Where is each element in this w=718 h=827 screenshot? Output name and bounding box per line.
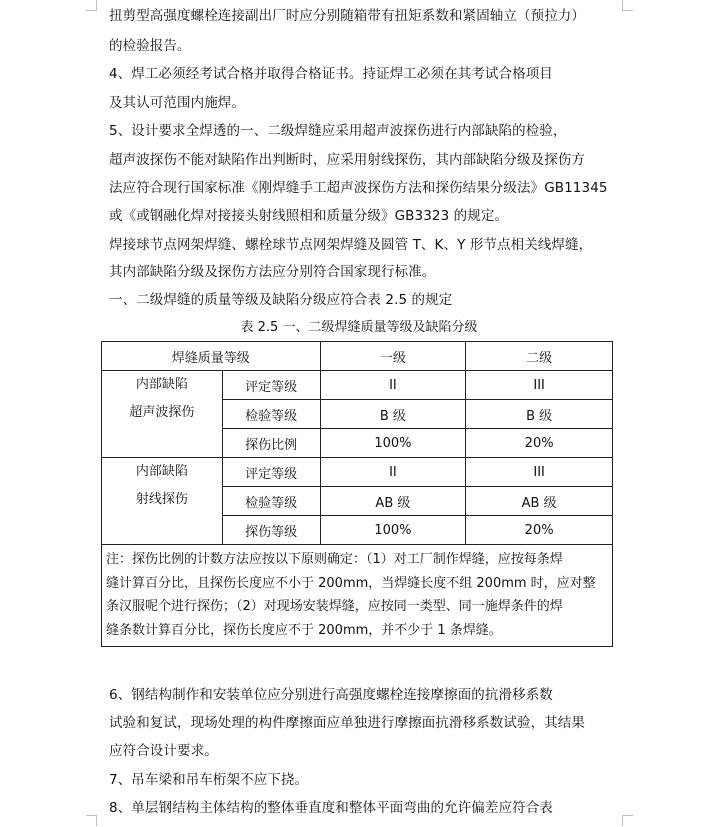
table-cell: 探伤比例 [222, 429, 320, 458]
page-corner-mark [86, 0, 97, 11]
table-cell: 评定等级 [222, 371, 320, 400]
table-header-row [102, 342, 613, 371]
group-label: 超声波探伤 [129, 405, 195, 420]
table-note-line: 条汉服呢个进行探伤；（2）对现场安装焊缝，应按同一类型、同一施焊条件的焊 [106, 599, 563, 614]
table-cell: 20% [466, 516, 613, 545]
table-row [102, 458, 613, 487]
table-cell: II [320, 371, 466, 400]
body-text-line: 及其认可范围内施焊。 [109, 95, 245, 111]
body-text-line: 8、单层钢结构主体结构的整体垂直度和整体平面弯曲的允许偏差应符合表 [109, 800, 553, 816]
table-cell: 检验等级 [222, 487, 320, 516]
table-cell: III [466, 371, 613, 400]
group-label: 射线探伤 [135, 492, 188, 507]
table-cell: 评定等级 [222, 458, 320, 487]
table-header-cell: 一级 [320, 342, 466, 371]
table-caption: 表 2.5 一、二级焊缝质量等级及缺陷分级 [240, 320, 478, 335]
page-corner-mark [622, 815, 633, 826]
page-corner-mark [622, 0, 633, 11]
table-note [102, 545, 613, 647]
table-note-line: 缝计算百分比，且探伤长度应不小于 200mm，当焊缝长度不组 200mm 时，应对整 [106, 575, 596, 591]
table-header-cell: 焊缝质量等级 [102, 342, 321, 371]
body-text-line: 应符合设计要求。 [109, 743, 218, 759]
body-text-line: 6、钢结构制作和安装单位应分别进行高强度螺栓连接摩擦面的抗滑移系数 [109, 687, 553, 703]
table-cell: 100% [320, 429, 466, 458]
body-text-line: 的检验报告。 [109, 38, 191, 54]
body-text-line: 试验和复试，现场处理的构件摩擦面应单独进行摩擦面抗滑移系数试验，其结果 [109, 715, 585, 731]
body-text-line: 一、二级焊缝的质量等级及缺陷分级应符合表 2.5 的规定 [109, 292, 453, 308]
page-corner-mark [86, 815, 97, 826]
body-text-line: 其内部缺陷分级及探伤方法应分别符合国家现行标准。 [109, 264, 436, 280]
body-text-line: 扭剪型高强度螺栓连接副出厂时应分别随箱带有扭矩系数和紧固轴立（预拉力） [109, 8, 585, 24]
body-text-line: 超声波探伤不能对缺陷作出判断时，应采用射线探伤，其内部缺陷分级及探伤方 [109, 152, 585, 168]
table-cell: B 级 [466, 400, 613, 429]
weld-quality-table [101, 341, 613, 647]
table-header-cell: 二级 [466, 342, 613, 371]
group-label-cell [102, 371, 223, 458]
body-text-line: 5、设计要求全焊透的一、二级焊缝应采用超声波探伤进行内部缺陷的检验， [109, 123, 567, 139]
table-cell: AB 级 [466, 487, 613, 516]
table-row [102, 371, 613, 400]
table-cell: AB 级 [320, 487, 466, 516]
body-text-line: 法应符合现行国家标准《刚焊缝手工超声波探伤方法和探伤结果分级法》GB11345 [109, 180, 608, 196]
table-note-row [102, 545, 613, 647]
group-label: 内部缺陷 [135, 464, 188, 479]
body-text-line: 或《或钢融化焊对接接头射线照相和质量分级》GB3323 的规定。 [109, 208, 509, 224]
group-label: 内部缺陷 [135, 377, 188, 392]
table-cell: 探伤等级 [222, 516, 320, 545]
group-label-cell [102, 458, 223, 545]
table-cell: 100% [320, 516, 466, 545]
table-note-line: 注：探伤比例的计数方法应按以下原则确定：（1）对工厂制作焊缝，应按每条焊 [106, 552, 563, 567]
body-text-line: 4、焊工必须经考试合格并取得合格证书。持证焊工必须在其考试合格项目 [109, 66, 553, 82]
table-cell: III [466, 458, 613, 487]
body-text-line: 7、吊车梁和吊车桁架不应下挠。 [109, 772, 309, 788]
table-cell: B 级 [320, 400, 466, 429]
table-cell: II [320, 458, 466, 487]
table-cell: 检验等级 [222, 400, 320, 429]
table-cell: 20% [466, 429, 613, 458]
table-note-line: 缝条数计算百分比，探伤长度应不于 200mm，并不少于 1 条焊缝。 [106, 622, 502, 638]
body-text-line: 焊接球节点网架焊缝、螺栓球节点网架焊缝及圆管 T、K、Y 形节点相关线焊缝， [109, 237, 593, 253]
